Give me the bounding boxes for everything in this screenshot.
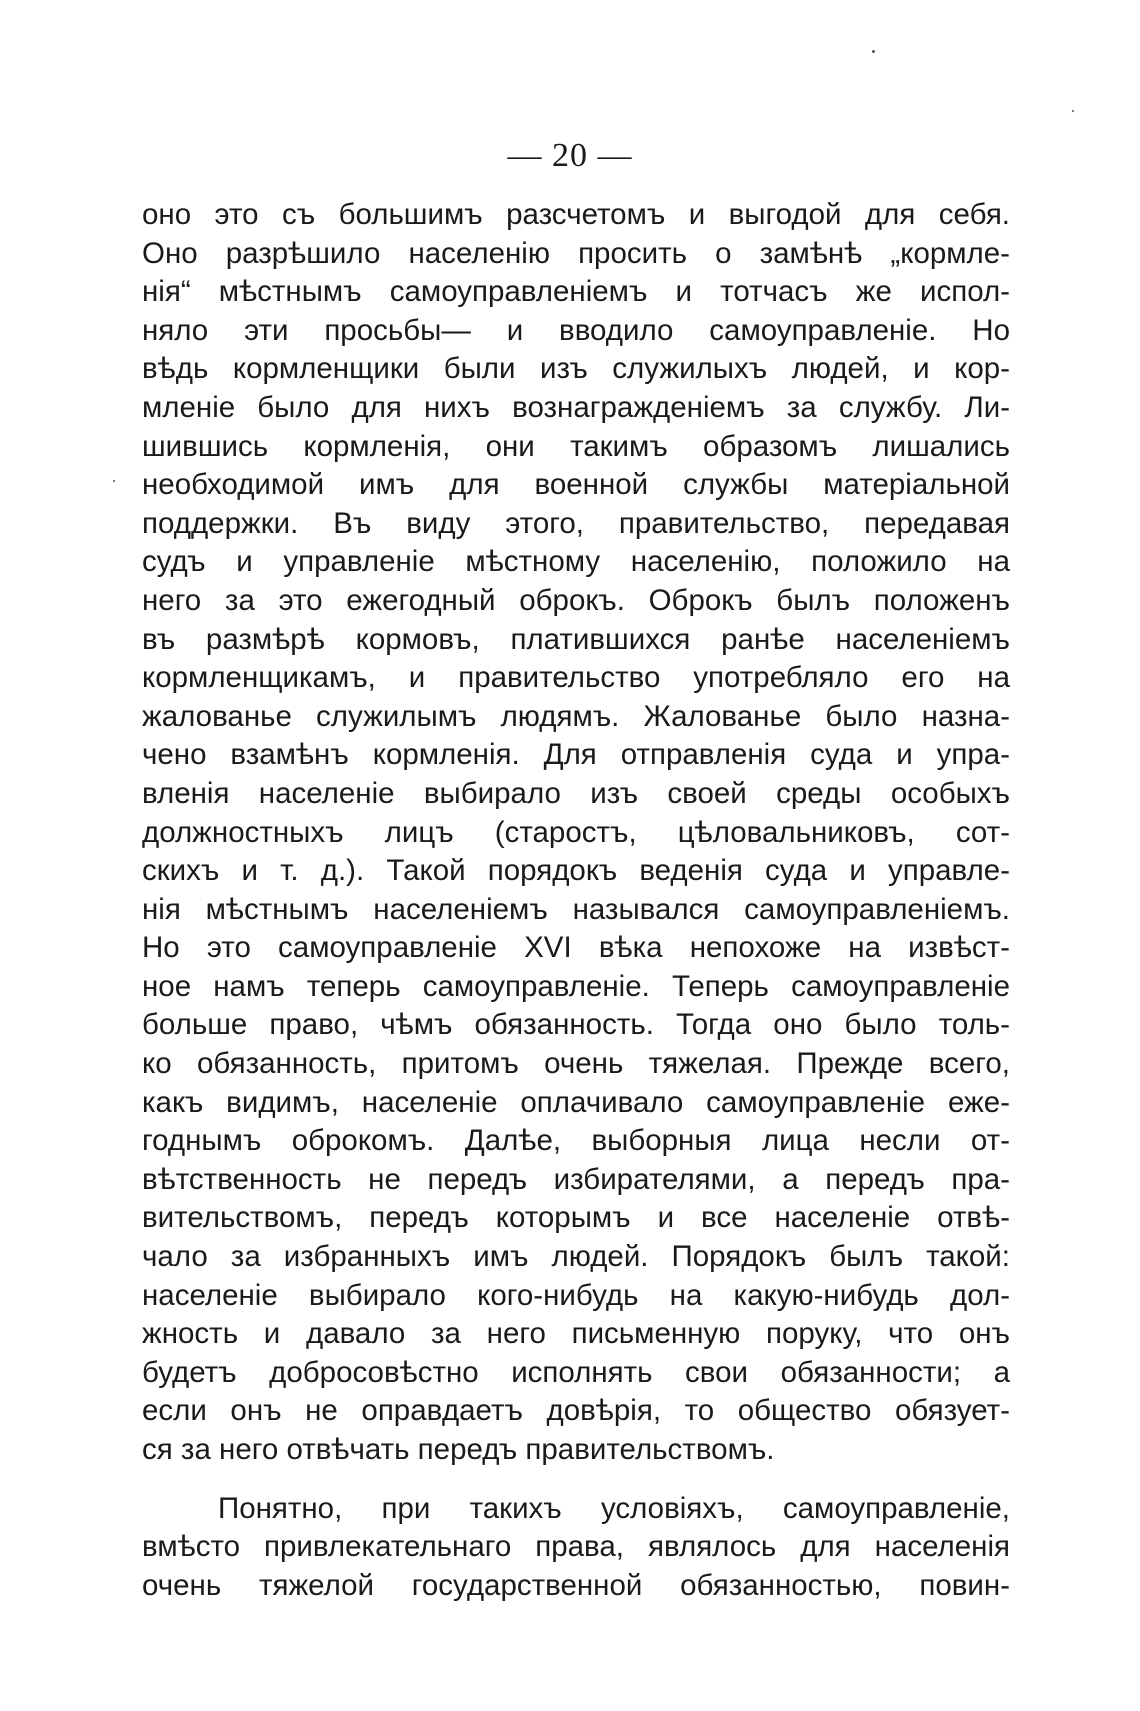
- text-line: вленія населеніе выбирало изъ своей среды особыхъ: [142, 776, 1010, 810]
- text-line: вѣдь кормленщики были изъ служилыхъ людей, и кор-: [142, 352, 1010, 386]
- text-line: нія“ мѣстнымъ самоуправленіемъ и тотчасъ же испол-: [142, 275, 1010, 309]
- text-line: оно это съ большимъ разсчетомъ и выгодой для себя.: [142, 198, 1010, 231]
- text-line: будетъ добросовѣстно исполнять свои обязанности; а: [142, 1355, 1010, 1389]
- text-line: въ размѣрѣ кормовъ, платившихся ранѣе населеніемъ: [142, 622, 1010, 656]
- paper-speck: [872, 50, 875, 53]
- text-line: ко обязанность, притомъ очень тяжелая. Прежде всего,: [142, 1047, 1010, 1081]
- text-line: шившись кормленія, они такимъ образомъ лишались: [142, 429, 1010, 463]
- text-line: должностныхъ лицъ (старостъ, цѣловальниковъ, сот-: [142, 815, 1010, 849]
- text-line: какъ видимъ, населеніе оплачивало самоуправленіе еже-: [142, 1085, 1010, 1119]
- text-line: жалованье служилымъ людямъ. Жалованье было назна-: [142, 699, 1010, 733]
- text-line: больше право, чѣмъ обязанность. Тогда оно было толь-: [142, 1008, 1010, 1042]
- text-line: вмѣсто привлекательнаго права, являлось для населенія: [142, 1530, 1010, 1564]
- text-line: чено взамѣнъ кормленія. Для отправленія суда и упра-: [142, 738, 1010, 772]
- text-line: если онъ не оправдаетъ довѣрія, то общество обязует-: [142, 1394, 1010, 1428]
- text-line: скихъ и т. д.). Такой порядокъ веденія суда и управле-: [142, 854, 1010, 888]
- paragraph-2: [142, 1490, 1010, 1606]
- text-line: очень тяжелой государственной обязанностью, повин-: [142, 1568, 1010, 1602]
- page-number: — 20 —: [507, 137, 633, 174]
- paper-speck: [113, 480, 115, 482]
- paragraph-1: [142, 196, 1010, 1470]
- text-line: мленіе было для нихъ вознагражденіемъ за службу. Ли-: [142, 390, 1010, 424]
- text-line: ся за него отвѣчать передъ правительствомъ.: [142, 1433, 775, 1466]
- text-line: него за это ежегодный оброкъ. Оброкъ былъ положенъ: [142, 583, 1010, 617]
- text-line: Оно разрѣшило населенію просить о замѣнѣ „кормле-: [142, 236, 1010, 270]
- text-line: годнымъ оброкомъ. Далѣе, выборныя лица несли от-: [142, 1124, 1010, 1158]
- text-line: няло эти просьбы— и вводило самоуправленіе. Но: [142, 313, 1010, 347]
- text-line: необходимой имъ для военной службы матеріальной: [142, 468, 1010, 502]
- text-line: нія мѣстнымъ населеніемъ назывался самоуправленіемъ.: [142, 892, 1010, 926]
- text-line: жность и давало за него письменную поруку, что онъ: [142, 1317, 1010, 1351]
- paper-speck: [1072, 110, 1074, 112]
- paragraph-gap: [142, 1470, 1010, 1490]
- text-line: вѣтственность не передъ избирателями, а передъ пра-: [142, 1162, 1010, 1196]
- text-line: поддержки. Въ виду этого, правительство, передавая: [142, 506, 1010, 540]
- text-line: населеніе выбирало кого-нибудь на какую-нибудь дол-: [142, 1278, 1010, 1312]
- text-line: ное намъ теперь самоуправленіе. Теперь самоуправленіе: [142, 969, 1010, 1003]
- text-line: Но это самоуправленіе XVI вѣка непохоже на извѣст-: [142, 931, 1010, 965]
- text-line: судъ и управленіе мѣстному населенію, положило на: [142, 545, 1010, 579]
- text-line: кормленщикамъ, и правительство употребляло его на: [142, 661, 1010, 695]
- text-line: вительствомъ, передъ которымъ и все населеніе отвѣ-: [142, 1201, 1010, 1235]
- body-text: [142, 196, 1010, 1605]
- text-line: чало за избранныхъ имъ людей. Порядокъ былъ такой:: [142, 1240, 1010, 1274]
- text-line: Понятно, при такихъ условіяхъ, самоуправленіе,: [218, 1491, 1010, 1525]
